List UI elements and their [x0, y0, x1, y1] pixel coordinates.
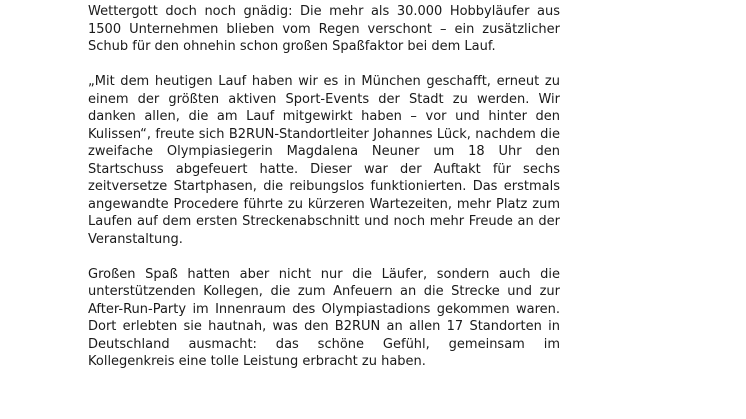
paragraph-supporters: Großen Spaß hatten aber nicht nur die Läufer, sondern auch die unterstützenden Kollegen, die zum Anfeuern an die Strecke und zur After-Run-Party im Innenraum des Olympiastadions gekommen waren. Dort erlebten sie hautnah, was den B2RUN an allen 17 Standorten in Deutschland ausmacht: das schöne Gefühl, gemeinsam im Kollegenkreis eine tolle Leistung erbracht zu haben. [88, 266, 560, 369]
article-body [88, 3, 560, 388]
paragraph-weather: Wettergott doch noch gnädig: Die mehr als 30.000 Hobbyläufer aus 1500 Unternehmen blieben vom Regen verschont – ein zusätzlicher Schub für den ohnehin schon großen Spaßfaktor bei dem Lauf. [88, 4, 560, 54]
paragraph-quote: „Mit dem heutigen Lauf haben wir es in München geschafft, erneut zu einem der größten aktiven Sport-Events der Stadt zu werden. Wir danken allen, die am Lauf mitgewirkt haben – vor und hinter den Kulissen“, freute sich B2RUN-Standortleiter Johannes Lück, nachdem die zweifache Olympiasiegerin Magdalena Neuner um 18 Uhr den Startschuss abgefeuert hatte. Dieser war der Auftakt für sechs zeitversetze Startphasen, die reibungslos funktionierten. Das erstmals angewandte Procedere führte zu kürzeren Wartezeiten, mehr Platz zum Laufen auf dem ersten Streckenabschnitt und noch mehr Freude an der Veranstaltung. [88, 74, 560, 247]
